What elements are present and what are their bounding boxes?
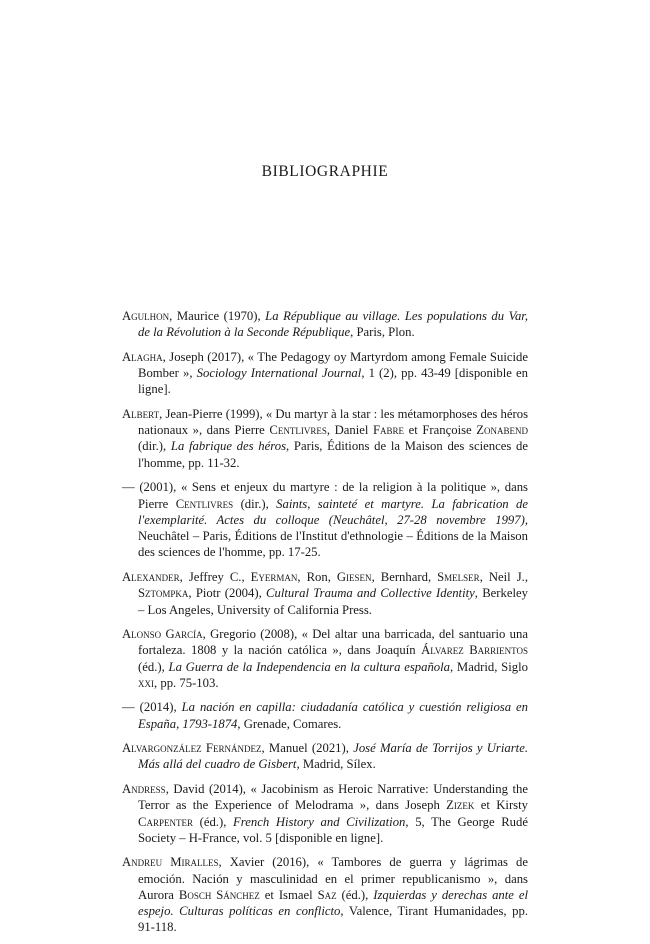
work-title: Izquierdas y derechas ante el espejo. Culturas políticas en conflicto <box>138 887 528 919</box>
author-name: Eyerman <box>250 569 298 584</box>
work-title: La nación en capilla: ciudadanía católica y cuestión religiosa en España, 1793-1874 <box>138 700 529 731</box>
entry-text: , Madrid, Sílex. <box>296 757 376 772</box>
entry-text: , David (2014), « Jacobinism as Heroic Narrative: Understanding the Terror as the Experience of Melodrama », dans Joseph <box>138 781 528 813</box>
entry-text: , Madrid, Siglo <box>450 659 528 674</box>
entry-text: , Daniel <box>326 423 373 438</box>
entry-text: , Xavier (2016), « Tambores de guerra y lágrimas de emoción. Nación y masculinidad en el primer republicanismo », dans Aurora <box>138 855 528 902</box>
entry-text: , Neuchâtel – Paris, Éditions de l'Institut d'ethnologie – Éditions de la Maison des sciences de l'homme, pp. 17-25. <box>138 512 528 560</box>
entry-text: , Paris, Éditions de la Maison des sciences de l'homme, pp. 11-32. <box>138 439 528 470</box>
author-name: Sztompka <box>138 586 189 601</box>
page-title: BIBLIOGRAPHIE <box>261 163 389 180</box>
entry-text: , Bernhard, <box>371 569 438 584</box>
bibliography-entry <box>122 781 528 846</box>
entry-text: et Ismael <box>259 887 318 902</box>
entry-text: , Ron, <box>297 569 337 584</box>
bibliography-entry <box>122 349 528 398</box>
entry-text: — (2014), <box>122 700 182 715</box>
entry-text: et Kirsty <box>474 798 528 813</box>
work-title: French History and Civilization <box>233 814 406 829</box>
work-title: La fabrique des héros <box>170 439 287 454</box>
entry-text: , Jean-Pierre (1999), « Du martyr à la star : les métamorphoses des héros nationaux », dans Pierre <box>138 406 529 438</box>
entry-text: , 1 (2), pp. 43-49 [disponible en ligne]. <box>138 366 528 397</box>
author-name: Centlivres <box>175 496 234 511</box>
entry-text: — (2001), « Sens et enjeux du martyre : de la religion à la politique », dans Pierre <box>122 480 528 511</box>
entry-text: , 5, The George Rudé Society – H-France, vol. 5 [disponible en ligne]. <box>138 814 528 845</box>
entry-text: , Manuel (2021), <box>261 741 354 756</box>
entry-text: , Berkeley – Los Angeles, University of California Press. <box>138 586 528 617</box>
bibliography-entry <box>122 854 528 935</box>
author-name: Alonso García <box>122 626 203 641</box>
bibliography-entry <box>122 569 528 618</box>
author-name: Giesen <box>336 569 372 584</box>
author-name: Albert <box>122 406 160 421</box>
bibliography-entry <box>122 479 528 560</box>
entry-text: , Valence, Tirant Humanidades, pp. 91-118. <box>138 904 528 935</box>
author-name: Saz <box>317 887 337 902</box>
bibliography-entry <box>122 626 528 691</box>
entry-text: (dir.), <box>138 439 171 454</box>
work-title: Saints, sainteté et martyre. La fabrication de l'exemplarité. Actes du colloque (Neuchâtel, 27-28 novembre 1997) <box>138 496 529 527</box>
author-name: Alvargonzález Fernández <box>122 741 262 756</box>
entry-text: , Joseph (2017), « The Pedagogy oy Martyrdom among Female Suicide Bomber », <box>138 349 528 381</box>
entry-text: , Grenade, Comares. <box>237 716 342 731</box>
author-name: Alagha <box>122 349 163 364</box>
work-title: La République au village. Les populations du Var, de la Révolution à la Seconde République <box>138 309 528 340</box>
bibliography-entry <box>122 740 528 773</box>
work-title: La Guerra de la Independencia en la cultura española <box>168 659 451 674</box>
author-name: Álvarez Barrientos <box>421 643 528 658</box>
author-name: Zonabend <box>476 423 528 438</box>
author-name: Smelser <box>437 569 480 584</box>
work-title: Sociology International Journal <box>196 366 362 381</box>
entry-text: , pp. 75-103. <box>154 675 219 690</box>
author-name: Bosch Sánchez <box>178 887 260 902</box>
bibliography-entry <box>122 699 528 732</box>
bibliography-entry <box>122 308 528 341</box>
entry-text: , Gregorio (2008), « Del altar una barricada, del santuario una fortaleza. 1808 y la nación católica », dans Joaquín <box>138 626 528 658</box>
author-name: Alexander <box>122 569 180 584</box>
author-name: xxi <box>138 675 154 690</box>
work-title: Cultural Trauma and Collective Identity <box>266 586 475 601</box>
bibliography-entry <box>122 406 528 471</box>
entry-text: , Jeffrey C., <box>179 569 251 584</box>
entry-text: (éd.), <box>336 887 374 902</box>
work-title: José María de Torrijos y Uriarte. Más allá del cuadro de Gisbert <box>138 741 529 772</box>
entry-text: , Maurice (1970), <box>169 309 266 323</box>
entry-text: (éd.), <box>138 659 169 674</box>
entry-text: (dir.), <box>233 496 277 511</box>
entry-text: , Paris, Plon. <box>350 325 415 340</box>
entry-text: , Neil J., <box>479 569 528 584</box>
author-name: Centlivres <box>269 423 327 438</box>
entry-text: (éd.), <box>192 814 234 829</box>
author-name: Fabre <box>372 423 405 438</box>
author-name: Zizek <box>446 798 475 813</box>
author-name: Agulhon <box>122 309 170 323</box>
bibliography-list <box>122 308 528 944</box>
entry-text: et Françoise <box>404 423 477 438</box>
author-name: Andress <box>122 781 166 796</box>
entry-text: , Piotr (2004), <box>188 586 267 601</box>
author-name: Andreu Miralles <box>122 855 219 870</box>
author-name: Carpenter <box>138 814 193 829</box>
